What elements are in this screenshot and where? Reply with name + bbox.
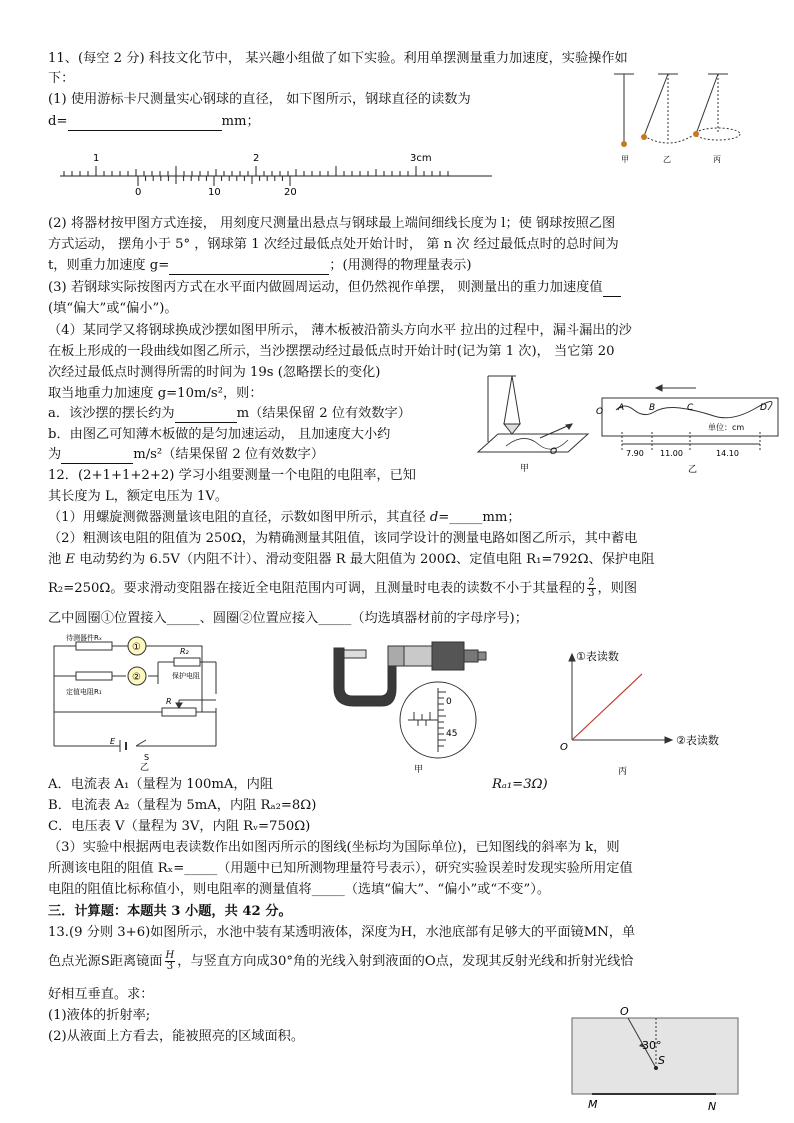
sand-point-o: O: [596, 407, 604, 417]
frac-num: 2: [588, 577, 595, 588]
sand-point-c: C: [687, 403, 694, 413]
caliper-main-label: 2: [253, 153, 260, 164]
q11-b-note: m/s²（结果保留 2 位有效数字）: [133, 447, 325, 462]
q11-a-text: a．该沙摆的摆长约为: [48, 406, 175, 421]
q11-part4-line4: 取当地重力加速度 g=10m/s²，则：: [48, 386, 263, 401]
sand-dim-2: 11.00: [660, 449, 683, 458]
q11-d-label: d=: [48, 114, 68, 129]
sand-label-yi: 乙: [688, 465, 698, 475]
q11-a-note: m（结果保留 2 位有效数字）: [236, 406, 411, 421]
q12-line1: 12．(2+1+1+2+2) 学习小组要测量一个电阻的电阻率，已知: [48, 468, 416, 483]
sand-curve-figure: [596, 380, 786, 476]
q12-d-var: d: [429, 510, 439, 525]
r1-label: 定值电阻R₁: [66, 688, 102, 696]
q11-g-label: t，则重力加速度 g=: [48, 258, 170, 273]
q13-ray-text: ，与竖直方向成30°角的光线入射到液面的O点，发现其反射光线和折射光线恰: [177, 954, 634, 969]
q12-components-text: 电动势约为 6.5V（内阻不计）、滑动变阻器 R 最大阻值为 200Ω、定值电阻 R₁=792Ω、保护电阻: [79, 552, 655, 567]
pool-point-s: S: [658, 1054, 665, 1067]
e-label: E: [110, 737, 116, 746]
caliper-vernier-label: 20: [284, 187, 297, 196]
caliper-vernier-label: 0: [135, 187, 142, 196]
sand-point-b: B: [649, 403, 656, 413]
q11-part4-line2: 在板上形成的一段曲线如图乙所示，当沙摆摆动经过最低点时开始计时(记为第 1 次)， 当它第 20: [48, 344, 615, 359]
circle-1: ①: [132, 642, 141, 653]
q13-line1: 13.(9 分则 3+6)如图所示，水池中装有某透明液体，深度为H，水池底部有足够大的平面镜MN，单: [48, 925, 636, 940]
pendulum-label-jia: 甲: [621, 155, 629, 164]
q12-line3: [48, 509, 521, 527]
caliper-main-label: 3cm: [410, 153, 432, 164]
sand-dim-1: 7.90: [626, 449, 644, 458]
fraction-h-third: [165, 951, 176, 972]
q12-line7: 乙中圆圈①位置接入_____、圆圈②位置应接入_____（均选填器材前的字母序号)；: [48, 611, 528, 626]
section3-title: 三．计算题：本题共 3 小题，共 42 分。: [48, 904, 292, 919]
q12-line5: [48, 551, 655, 569]
pool-point-o: O: [620, 1005, 629, 1018]
q11-part2-line1: (2) 将器材按甲图方式连接， 用刻度尺测量出悬点与钢球最上端间细线长度为 l；使 钢球按照乙图: [48, 216, 616, 231]
answer-blank[interactable]: [603, 282, 621, 297]
option-a-text: A．电流表 A₁（量程为 100mA，内阻: [48, 777, 273, 792]
q13-part1: (1)液体的折射率;: [48, 1008, 151, 1023]
q12-requirement-end: ，则图: [597, 581, 638, 596]
q11-part1-answer: [48, 113, 260, 131]
q11-g-note: ；(用测得的物理量表示): [329, 258, 472, 273]
answer-blank[interactable]: [169, 260, 329, 275]
sand-label-jia: 甲: [520, 464, 530, 474]
q12-requirement-text: R₂=250Ω。要求滑动变阻器在接近全电阻范围内可调，且测量时电表的读数不小于其量程的: [48, 581, 586, 596]
frac-den: 3: [166, 961, 174, 972]
q11-line2: 下：: [48, 71, 75, 86]
caliper-vernier-label: 10: [208, 187, 221, 196]
sand-point-a: A: [618, 403, 625, 413]
pool-angle: 30°: [642, 1039, 662, 1052]
q13-source-text: 色点光源S距离镜面: [48, 954, 163, 969]
sand-dim-3: 14.10: [716, 449, 739, 458]
graph-x-label: ②表读数: [676, 734, 719, 747]
protect-label: 保护电阻: [172, 672, 200, 680]
pool-point-n: N: [708, 1100, 717, 1113]
q12-line6: [48, 578, 637, 599]
q12-option-c: C．电压表 V（量程为 3V，内阻 Rᵥ=750Ω): [48, 819, 311, 834]
q13-part2: (2)从液面上方看去，能被照亮的区域面积。: [48, 1029, 305, 1044]
pool-figure: [566, 1004, 756, 1114]
q12-option-a: [48, 776, 548, 794]
q11-part3-text: (3) 若钢球实际按图丙方式在水平面内做圆周运动，但仍然视作单摆， 则测量出的重力加速度值: [48, 280, 603, 295]
q12-line2: 其长度为 L，额定电压为 1V。: [48, 489, 229, 504]
sand-label-o: O: [550, 447, 558, 457]
circle-2: ②: [132, 672, 141, 683]
q11-part2-line3: [48, 257, 471, 275]
answer-blank[interactable]: [175, 408, 237, 423]
r-label: R: [166, 697, 172, 706]
pool-point-m: M: [588, 1098, 598, 1111]
q11-b-text: 为: [48, 447, 62, 462]
circuit-label-yi: 乙: [140, 763, 150, 772]
vernier-caliper-figure: [60, 148, 500, 196]
pendulum-label-yi: 乙: [663, 155, 671, 164]
q11-unit: mm；: [221, 114, 260, 129]
option-a-resistance: Rₐ₁=3Ω): [492, 777, 548, 792]
q11-line1: 11、(每空 2 分) 科技文化节中， 某兴趣小组做了如下实验。利用单摆测量重力加速度，实验操作如: [48, 51, 628, 66]
answer-blank[interactable]: [61, 449, 133, 464]
s-label: S: [144, 753, 150, 762]
caliper-main-scale: [60, 153, 492, 176]
q12-option-b: B．电流表 A₂（量程为 5mA，内阻 Rₐ₂=8Ω): [48, 798, 317, 813]
circuit-diagram: [40, 634, 228, 772]
answer-blank[interactable]: [68, 116, 222, 131]
q11-part2-line2: 方式运动， 摆角小于 5° ，钢球第 1 次经过最低点处开始计时， 第 n 次 经过最低点时的总时间为: [48, 237, 619, 252]
micrometer-label-jia: 甲: [414, 765, 424, 774]
fraction-two-thirds: [587, 578, 595, 599]
q11-part3-line1: [48, 279, 621, 297]
q11-part4-line3: 次经过最低点时测得所需的时间为 19s (忽略摆长的变化): [48, 365, 381, 380]
rx-label: 待测器件Rₓ: [66, 634, 102, 642]
q11-part4-a: [48, 405, 411, 423]
micrometer-figure: [326, 634, 490, 774]
q12-part3-line1: （3）实验中根据两电表读数作出如图丙所示的图线(坐标均为国际单位)，已知图线的斜率为 k，则: [48, 840, 620, 855]
micrometer-scale-45: 45: [446, 729, 458, 739]
micrometer-scale-0: 0: [446, 697, 452, 707]
pendulum-label-bing: 丙: [713, 155, 721, 164]
graph-label-bing: 丙: [618, 767, 628, 776]
sand-point-d: D: [760, 403, 767, 413]
q11-part4-line1: （4）某同学又将钢球换成沙摆如图甲所示， 薄木板被沿箭头方向水平 拉出的过程中，漏斗漏出的沙: [48, 323, 632, 338]
q12-part3-line3: 电阻的阻值比标称值小，则电阻率的测量值将_____（选填“偏大”、“偏小”或“不变”）。: [48, 882, 551, 897]
caliper-main-label: 1: [93, 153, 100, 164]
q12-line4: （2）粗测该电阻的阻值为 250Ω，为精确测量其阻值，该同学设计的测量电路如图乙所示，其中蓄电: [48, 531, 638, 546]
q11-part3-line2: (填“偏大”或“偏小”)。: [48, 301, 178, 316]
pendulum-figure: [600, 70, 750, 168]
q12-part1-text: （1）用螺旋测微器测量该电阻的直径，示数如图甲所示，其直径: [48, 510, 430, 525]
sand-pendulum-figure: [476, 368, 596, 476]
sand-unit: 单位：cm: [708, 423, 745, 432]
q11-part1: (1) 使用游标卡尺测量实心钢球的直径， 如下图所示，钢球直径的读数为: [48, 92, 471, 107]
r2-label: R₂: [180, 647, 189, 656]
q12-part1-blank: =_____mm；: [438, 510, 521, 525]
q13-line3: 好相互垂直。求：: [48, 987, 154, 1002]
graph-y-label: ①表读数: [576, 650, 619, 663]
frac-den: 3: [588, 588, 595, 599]
caliper-vernier-scale: [135, 176, 297, 196]
q11-part4-b: b．由图乙可知薄木板做的是匀加速运动， 且加速度大小约: [48, 427, 391, 442]
q11-part4-b2: [48, 446, 324, 464]
graph-origin: O: [560, 742, 568, 753]
q12-e-var: E: [65, 552, 76, 567]
q12-part3-line2: 所测该电阻的阻值 Rₓ=_____（用题中已知所测物理量符号表示），研究实验误差时发现实验所用定值: [48, 861, 633, 876]
meter-graph-figure: [556, 644, 746, 776]
frac-num: H: [165, 950, 175, 961]
q12-battery-text: 池: [48, 552, 66, 567]
q13-line2: [48, 951, 633, 972]
